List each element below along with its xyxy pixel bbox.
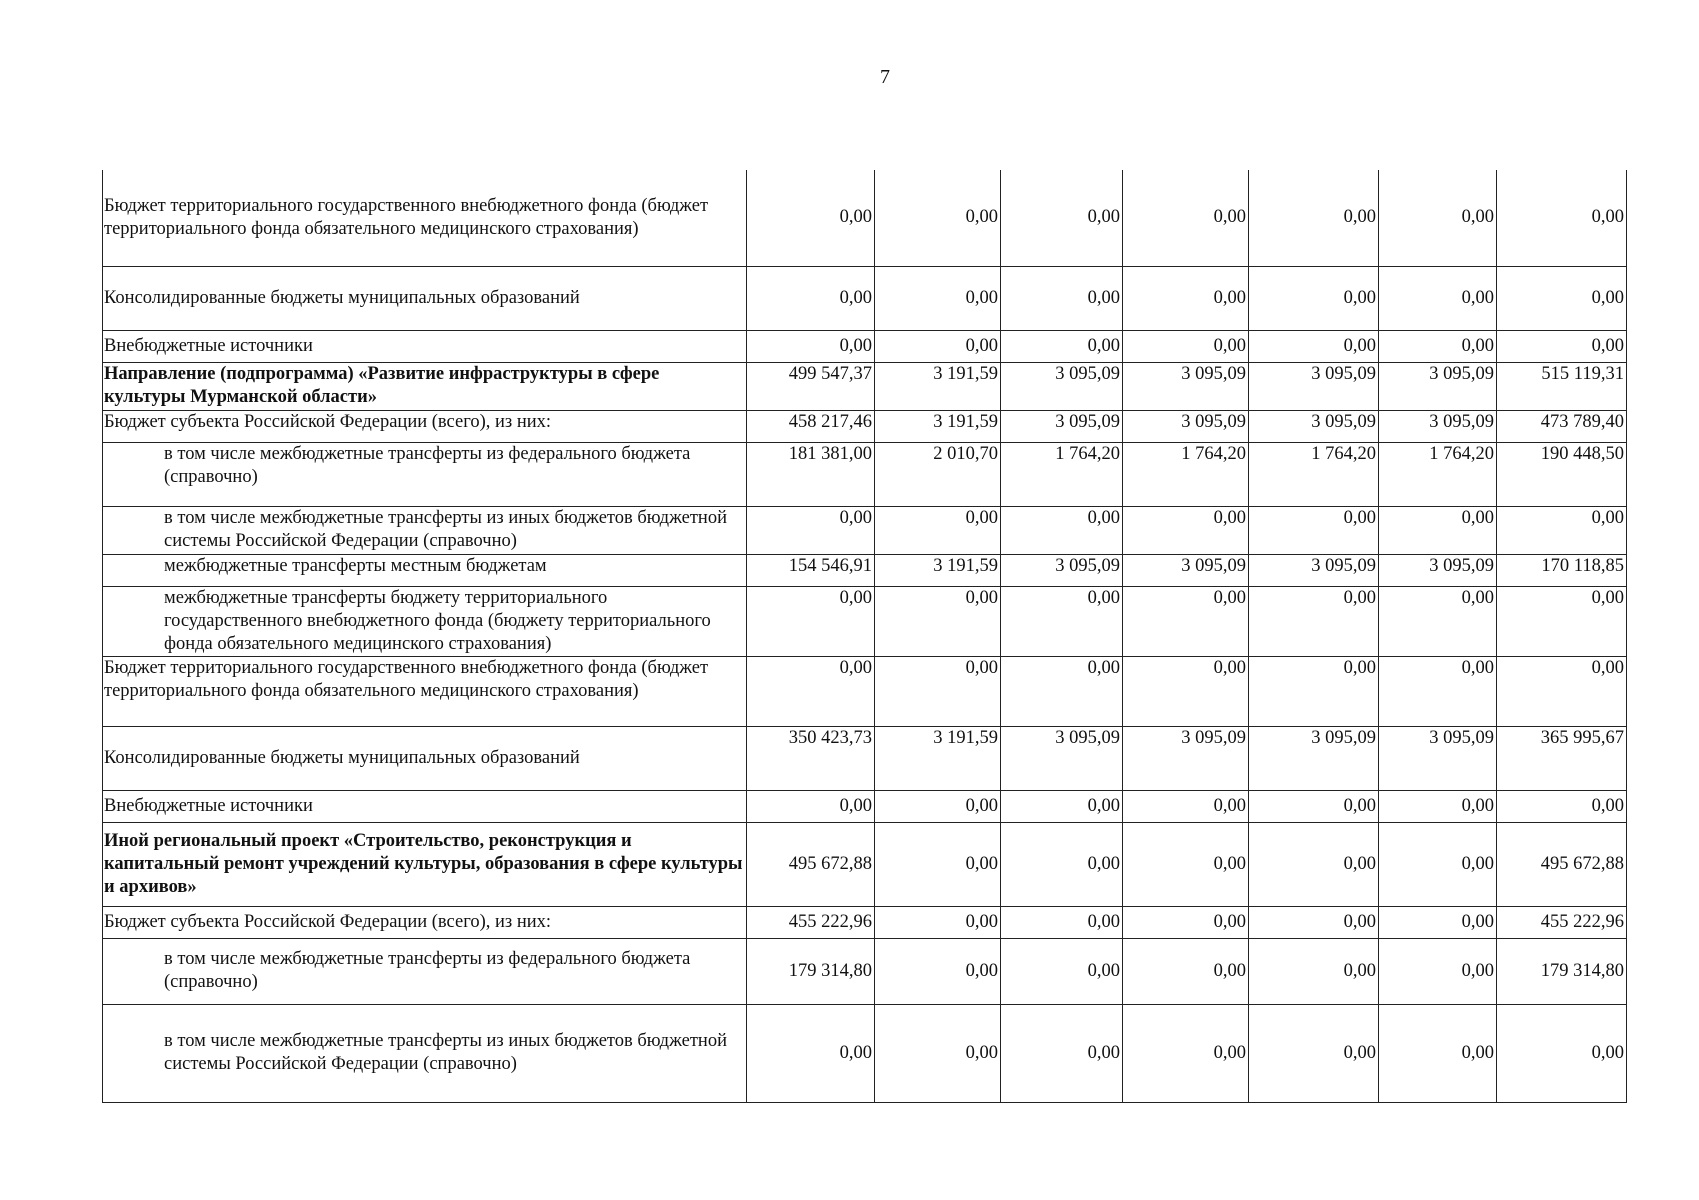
- value-cell: 3 095,09: [1123, 726, 1249, 790]
- value-cell: 455 222,96: [747, 906, 875, 938]
- row-label-cell: [103, 170, 747, 266]
- row-label: Бюджет территориального государственного внебюджетного фонда (бюджет территориального фонда обязательного медицинского страхования): [104, 657, 709, 701]
- value-cell: 190 448,50: [1497, 442, 1627, 506]
- value-cell: 3 191,59: [875, 554, 1001, 586]
- row-label: в том числе межбюджетные трансферты из федерального бюджета (справочно): [164, 443, 691, 487]
- value-cell: 458 217,46: [747, 410, 875, 442]
- value-cell: 179 314,80: [1497, 938, 1627, 1004]
- row-label: Внебюджетные источники: [104, 795, 313, 816]
- value-cell: 0,00: [1001, 266, 1123, 330]
- value-cell: 3 095,09: [1001, 554, 1123, 586]
- value-cell: 365 995,67: [1497, 726, 1627, 790]
- value-cell: 0,00: [1249, 586, 1379, 656]
- value-cell: 0,00: [1379, 266, 1497, 330]
- value-cell: 473 789,40: [1497, 410, 1627, 442]
- table-row: [103, 656, 1627, 726]
- value-cell: 3 095,09: [1001, 726, 1123, 790]
- value-cell: 350 423,73: [747, 726, 875, 790]
- row-label: Иной региональный проект «Строительство, реконструкция и капитальный ремонт учреждений культуры, образования в сфере культуры и архивов»: [104, 830, 743, 897]
- value-cell: 0,00: [1497, 170, 1627, 266]
- value-cell: 0,00: [1123, 656, 1249, 726]
- value-cell: 515 119,31: [1497, 362, 1627, 410]
- value-cell: 3 095,09: [1123, 554, 1249, 586]
- value-cell: 0,00: [747, 266, 875, 330]
- value-cell: 0,00: [1001, 586, 1123, 656]
- row-label-cell: [103, 822, 747, 906]
- value-cell: 0,00: [875, 1004, 1001, 1102]
- value-cell: 0,00: [747, 1004, 875, 1102]
- value-cell: 0,00: [1249, 266, 1379, 330]
- value-cell: 0,00: [747, 586, 875, 656]
- value-cell: 3 095,09: [1379, 726, 1497, 790]
- row-label-cell: [103, 506, 747, 554]
- value-cell: 0,00: [747, 330, 875, 362]
- value-cell: 3 095,09: [1249, 726, 1379, 790]
- value-cell: 0,00: [747, 656, 875, 726]
- value-cell: 0,00: [1249, 506, 1379, 554]
- table-row: [103, 266, 1627, 330]
- value-cell: 0,00: [875, 506, 1001, 554]
- row-label-cell: [103, 362, 747, 410]
- row-label-cell: [103, 656, 747, 726]
- row-label: Бюджет субъекта Российской Федерации (всего), из них:: [104, 411, 552, 432]
- value-cell: 0,00: [1249, 822, 1379, 906]
- row-label-cell: [103, 906, 747, 938]
- row-label-cell: [103, 410, 747, 442]
- value-cell: 0,00: [1001, 938, 1123, 1004]
- row-label-cell: [103, 442, 747, 506]
- value-cell: 0,00: [1379, 656, 1497, 726]
- value-cell: 0,00: [1379, 170, 1497, 266]
- value-cell: 1 764,20: [1001, 442, 1123, 506]
- table-row: [103, 822, 1627, 906]
- value-cell: 1 764,20: [1249, 442, 1379, 506]
- value-cell: 0,00: [1001, 906, 1123, 938]
- table-row: [103, 1004, 1627, 1102]
- value-cell: 0,00: [1497, 656, 1627, 726]
- value-cell: 0,00: [875, 790, 1001, 822]
- table-row: [103, 906, 1627, 938]
- value-cell: 170 118,85: [1497, 554, 1627, 586]
- value-cell: 154 546,91: [747, 554, 875, 586]
- table-row: [103, 362, 1627, 410]
- value-cell: 0,00: [1249, 938, 1379, 1004]
- row-label: в том числе межбюджетные трансферты из федерального бюджета (справочно): [164, 949, 691, 992]
- value-cell: 0,00: [1001, 790, 1123, 822]
- table-row: [103, 726, 1627, 790]
- row-label: Консолидированные бюджеты муниципальных образований: [104, 287, 580, 308]
- value-cell: 0,00: [1379, 938, 1497, 1004]
- table-row: [103, 170, 1627, 266]
- table-row: [103, 506, 1627, 554]
- value-cell: 495 672,88: [1497, 822, 1627, 906]
- value-cell: 0,00: [1123, 506, 1249, 554]
- value-cell: 3 095,09: [1001, 362, 1123, 410]
- value-cell: 0,00: [1123, 906, 1249, 938]
- row-label-cell: [103, 1004, 747, 1102]
- value-cell: 0,00: [1379, 906, 1497, 938]
- value-cell: 0,00: [1001, 170, 1123, 266]
- value-cell: 0,00: [1123, 1004, 1249, 1102]
- budget-table-container: [102, 170, 1626, 1103]
- value-cell: 0,00: [1249, 170, 1379, 266]
- value-cell: 0,00: [875, 170, 1001, 266]
- value-cell: 3 191,59: [875, 362, 1001, 410]
- row-label-cell: [103, 554, 747, 586]
- value-cell: 0,00: [1123, 822, 1249, 906]
- value-cell: 0,00: [1123, 330, 1249, 362]
- table-row: [103, 586, 1627, 656]
- value-cell: 3 191,59: [875, 410, 1001, 442]
- value-cell: 0,00: [1001, 506, 1123, 554]
- value-cell: 3 095,09: [1123, 410, 1249, 442]
- value-cell: 0,00: [1249, 656, 1379, 726]
- value-cell: 0,00: [1001, 656, 1123, 726]
- value-cell: 0,00: [1497, 1004, 1627, 1102]
- table-row: [103, 410, 1627, 442]
- row-label: Внебюджетные источники: [104, 335, 313, 356]
- value-cell: 3 095,09: [1379, 554, 1497, 586]
- value-cell: 1 764,20: [1123, 442, 1249, 506]
- value-cell: 0,00: [1497, 330, 1627, 362]
- row-label: межбюджетные трансферты бюджету территориального государственного внебюджетного фонда (бюджету территориального фонда обязательного медицинского страхования): [164, 587, 711, 654]
- value-cell: 3 095,09: [1123, 362, 1249, 410]
- value-cell: 0,00: [1123, 938, 1249, 1004]
- value-cell: 0,00: [1379, 790, 1497, 822]
- value-cell: 0,00: [1379, 586, 1497, 656]
- value-cell: 0,00: [1379, 330, 1497, 362]
- row-label-cell: [103, 938, 747, 1004]
- value-cell: 0,00: [1379, 822, 1497, 906]
- table-row: [103, 938, 1627, 1004]
- page-number: 7: [880, 66, 890, 88]
- table-row: [103, 554, 1627, 586]
- row-label: в том числе межбюджетные трансферты из иных бюджетов бюджетной системы Российской Федерации (справочно): [164, 507, 727, 551]
- value-cell: 0,00: [747, 170, 875, 266]
- value-cell: 0,00: [1379, 1004, 1497, 1102]
- value-cell: 179 314,80: [747, 938, 875, 1004]
- value-cell: 0,00: [1497, 266, 1627, 330]
- value-cell: 0,00: [1379, 506, 1497, 554]
- value-cell: 0,00: [875, 938, 1001, 1004]
- value-cell: 0,00: [1497, 586, 1627, 656]
- value-cell: 181 381,00: [747, 442, 875, 506]
- value-cell: 3 191,59: [875, 726, 1001, 790]
- value-cell: 0,00: [1249, 906, 1379, 938]
- table-row: [103, 442, 1627, 506]
- value-cell: 0,00: [875, 586, 1001, 656]
- value-cell: 0,00: [1249, 330, 1379, 362]
- row-label-cell: [103, 726, 747, 790]
- row-label: Направление (подпрограмма) «Развитие инфраструктуры в сфере культуры Мурманской области»: [104, 363, 660, 407]
- table-row: [103, 330, 1627, 362]
- value-cell: 0,00: [1001, 1004, 1123, 1102]
- row-label-cell: [103, 790, 747, 822]
- row-label: Консолидированные бюджеты муниципальных образований: [104, 747, 580, 768]
- value-cell: 0,00: [1123, 586, 1249, 656]
- value-cell: 0,00: [1249, 1004, 1379, 1102]
- value-cell: 0,00: [1001, 822, 1123, 906]
- budget-table: [102, 170, 1627, 1103]
- value-cell: 0,00: [875, 906, 1001, 938]
- row-label-cell: [103, 330, 747, 362]
- value-cell: 3 095,09: [1379, 362, 1497, 410]
- table-row: [103, 790, 1627, 822]
- value-cell: 0,00: [875, 330, 1001, 362]
- row-label-cell: [103, 266, 747, 330]
- value-cell: 2 010,70: [875, 442, 1001, 506]
- value-cell: 0,00: [1123, 266, 1249, 330]
- value-cell: 0,00: [1123, 170, 1249, 266]
- value-cell: 0,00: [875, 266, 1001, 330]
- value-cell: 499 547,37: [747, 362, 875, 410]
- value-cell: 0,00: [1001, 330, 1123, 362]
- value-cell: 0,00: [1497, 790, 1627, 822]
- value-cell: 3 095,09: [1249, 362, 1379, 410]
- value-cell: 0,00: [875, 822, 1001, 906]
- value-cell: 3 095,09: [1001, 410, 1123, 442]
- value-cell: 495 672,88: [747, 822, 875, 906]
- value-cell: 455 222,96: [1497, 906, 1627, 938]
- row-label: Бюджет территориального государственного внебюджетного фонда (бюджет территориального фонда обязательного медицинского страхования): [104, 195, 709, 239]
- table-body: [103, 170, 1627, 1102]
- value-cell: 0,00: [1497, 506, 1627, 554]
- row-label: межбюджетные трансферты местным бюджетам: [164, 555, 547, 576]
- value-cell: 3 095,09: [1249, 410, 1379, 442]
- value-cell: 3 095,09: [1379, 410, 1497, 442]
- value-cell: 3 095,09: [1249, 554, 1379, 586]
- row-label: Бюджет субъекта Российской Федерации (всего), из них:: [104, 911, 552, 932]
- row-label: в том числе межбюджетные трансферты из иных бюджетов бюджетной системы Российской Федерации (справочно): [164, 1031, 727, 1074]
- value-cell: 1 764,20: [1379, 442, 1497, 506]
- value-cell: 0,00: [875, 656, 1001, 726]
- value-cell: 0,00: [747, 506, 875, 554]
- value-cell: 0,00: [747, 790, 875, 822]
- row-label-cell: [103, 586, 747, 656]
- value-cell: 0,00: [1123, 790, 1249, 822]
- value-cell: 0,00: [1249, 790, 1379, 822]
